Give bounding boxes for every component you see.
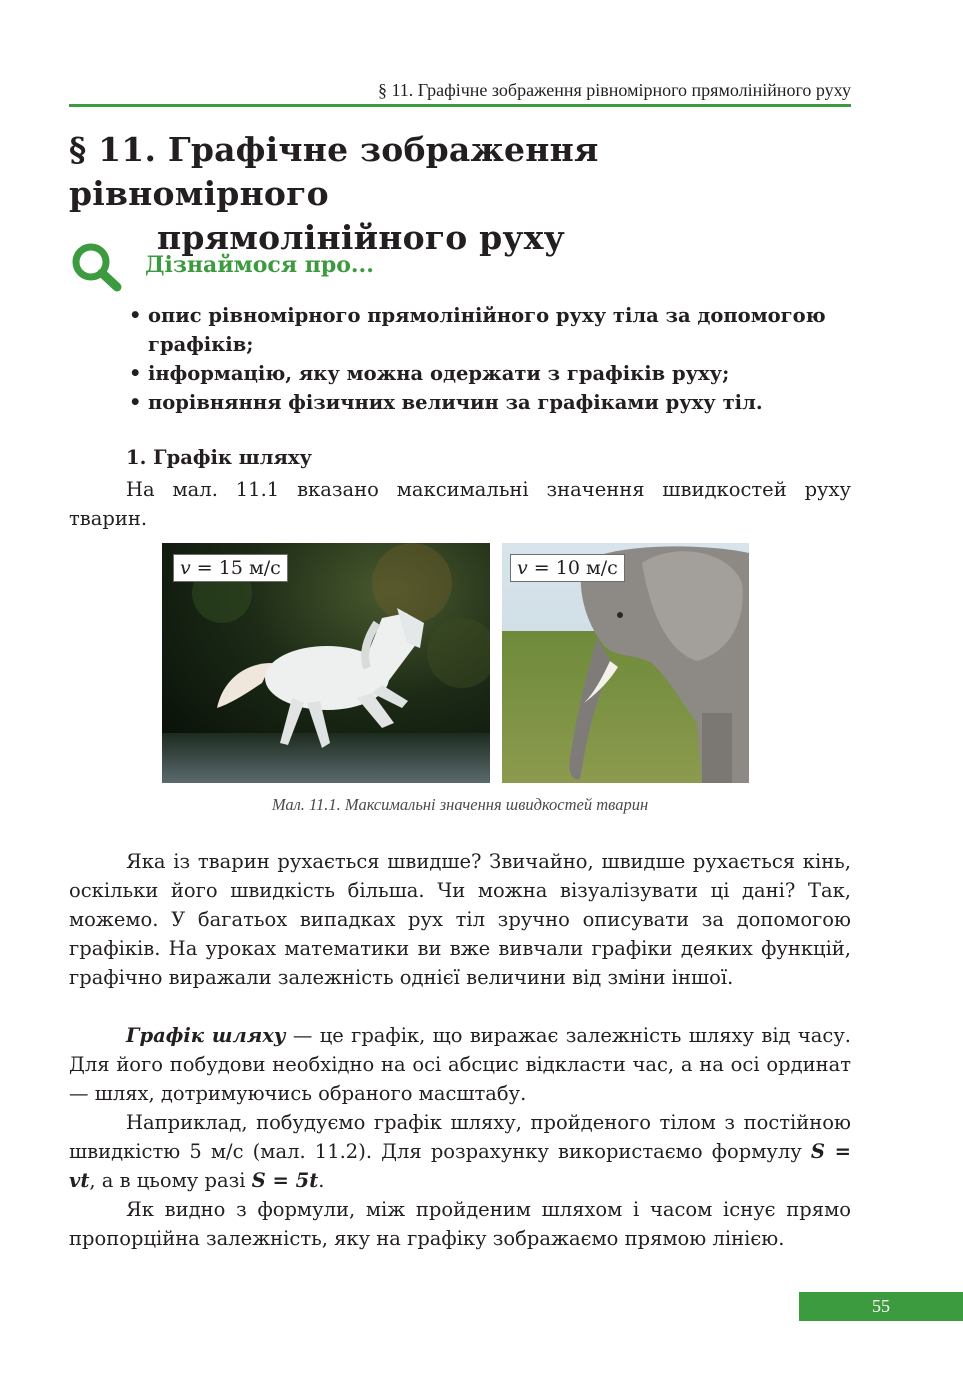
intro-paragraph: На мал. 11.1 вказано максимальні значення швидкостей руху тварин. bbox=[69, 478, 851, 530]
magnifier-icon bbox=[70, 241, 124, 293]
defined-term: Графік шляху bbox=[126, 1024, 286, 1047]
horse-photo bbox=[162, 543, 490, 783]
running-head: § 11. Графічне зображення рівномірного прямолінійного руху bbox=[377, 80, 851, 100]
page-number: 55 bbox=[799, 1292, 963, 1321]
example-paragraph: Наприклад, побудуємо графік шляху, пройденого тілом з постійною швидкістю 5 м/с (мал. 11.2). Для розрахунку використаємо формулу S = vt, а в цьому разі S = 5t. bbox=[69, 1111, 851, 1192]
learn-item: • опис рівномірного прямолінійного руху тіла за допомогою графіків; bbox=[126, 301, 854, 359]
section-title bbox=[69, 128, 859, 260]
learn-heading: Дізнаймося про... bbox=[145, 252, 374, 278]
elephant-photo bbox=[502, 543, 749, 783]
definition-paragraph bbox=[69, 1021, 851, 1108]
figure-caption: Мал. 11.1. Максимальні значення швидкостей тварин bbox=[271, 795, 649, 814]
subsection-heading: 1. Графік шляху bbox=[126, 446, 312, 469]
definition-text: — це графік, що виражає залежність шляху від часу. Для його побудови необхідно на осі абсцис відкласти час, а на осі ординат — шлях, дотримуючись обраного масштабу. bbox=[69, 1024, 851, 1105]
section-title-line-2: прямолінійного руху bbox=[157, 218, 565, 257]
body-paragraph: Яка із тварин рухається швидше? Звичайно, швидше рухається кінь, оскільки його швидкість більша. Чи можна візуалізувати ці дані? Так, можемо. У багатьох випадках рух тіл зручно описувати за допомогою графіків. На уроках математики ви вже вивчали графіки деяких функцій, графічно виражали залежність однієї величини від зміни іншої. bbox=[69, 850, 851, 989]
formula-general: S = vt bbox=[69, 1140, 851, 1192]
learn-item: • інформацію, яку можна одержати з графіків руху; bbox=[126, 359, 854, 388]
header-rule bbox=[69, 104, 851, 107]
section-title-line-1: § 11. Графічне зображення рівномірного bbox=[69, 130, 599, 213]
formula-specific: S = 5t bbox=[251, 1169, 319, 1192]
conclusion-paragraph: Як видно з формули, між пройденим шляхом і часом існує прямо пропорційна залежність, яку на графіку зображаємо прямою лінією. bbox=[69, 1198, 851, 1250]
learn-list bbox=[126, 301, 854, 417]
learn-item: • порівняння фізичних величин за графіками руху тіл. bbox=[126, 388, 854, 417]
horse-speed-label: v = 15 м/с bbox=[173, 554, 288, 582]
elephant-speed-label: v = 10 м/с bbox=[510, 554, 625, 582]
